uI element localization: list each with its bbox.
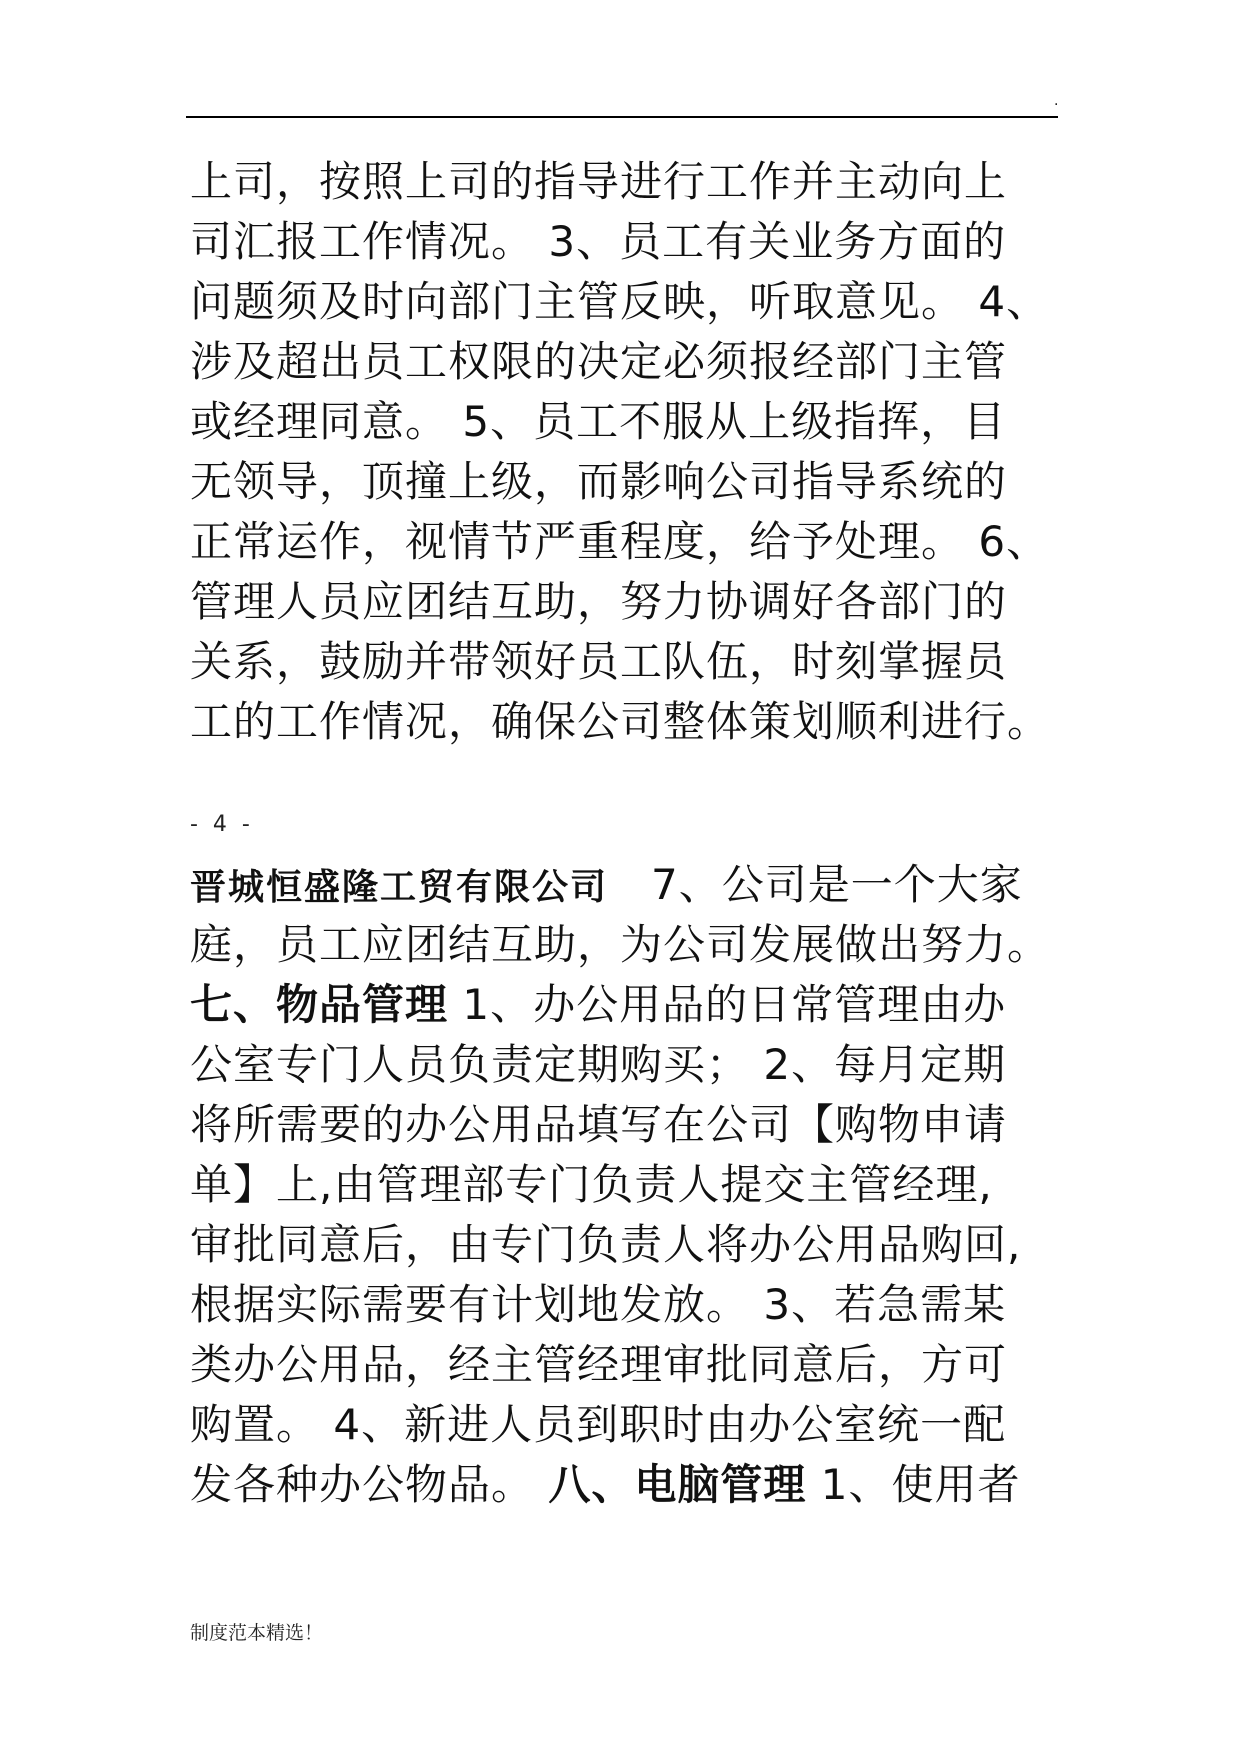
body-line: 上司，按照上司的指导进行工作并主动向上	[190, 157, 1008, 206]
page-body-bottom	[190, 855, 1070, 1515]
body-line: 问题须及时向部门主管反映，听取意见。 4、	[190, 277, 1050, 326]
body-line: 或经理同意。 5、员工不服从上级指挥，目	[190, 397, 1007, 446]
body-line: 正常运作，视情节严重程度，给予处理。 6、	[190, 517, 1050, 566]
company-name: 晋城恒盛隆工贸有限公司	[190, 867, 609, 908]
body-text: 发各种办公物品。	[190, 1460, 549, 1509]
body-text: 7、公司是一个大家	[608, 860, 1023, 909]
body-line: 涉及超出员工权限的决定必须报经部门主管	[190, 337, 1008, 386]
body-line: 单】上,由管理部专门负责人提交主管经理,	[190, 1160, 993, 1209]
body-line: 工的工作情况，确保公司整体策划顺利进行。	[190, 697, 1051, 746]
body-line: 将所需要的办公用品填写在公司【购物申请	[190, 1100, 1008, 1149]
body-line: 公室专门人员负责定期购买； 2、每月定期	[190, 1040, 1007, 1089]
body-line	[190, 855, 1070, 915]
body-line: 审批同意后，由专门负责人将办公用品购回,	[190, 1220, 1022, 1269]
body-line: 根据实际需要有计划地发放。 3、若急需某	[190, 1280, 1007, 1329]
body-text: 1、办公用品的日常管理由办	[448, 980, 1007, 1029]
body-line: 管理人员应团结互助，努力协调好各部门的	[190, 577, 1008, 626]
section-heading: 七、物品管理	[190, 980, 449, 1029]
body-line: 无领导，顶撞上级，而影响公司指导系统的	[190, 457, 1008, 506]
body-line: 关系，鼓励并带领好员工队伍，时刻掌握员	[190, 637, 1008, 686]
body-line: 购置。 4、新进人员到职时由办公室统一配	[190, 1400, 1007, 1449]
body-text: 1、使用者	[806, 1460, 1021, 1509]
body-line: 司汇报工作情况。 3、员工有关业务方面的	[190, 217, 1007, 266]
section-heading: 八、电脑管理	[548, 1460, 807, 1509]
body-line	[190, 975, 1070, 1035]
footer-text: 制度范本精选！	[190, 1622, 324, 1644]
body-line: 庭，员工应团结互助，为公司发展做出努力。	[190, 920, 1051, 969]
body-line	[190, 1455, 1070, 1515]
header-mark: .	[1054, 93, 1059, 109]
header-rule	[186, 116, 1058, 118]
body-line: 类办公用品，经主管经理审批同意后，方可	[190, 1340, 1008, 1389]
page-number: - 4 -	[190, 812, 254, 837]
page-body-top	[190, 152, 1070, 752]
